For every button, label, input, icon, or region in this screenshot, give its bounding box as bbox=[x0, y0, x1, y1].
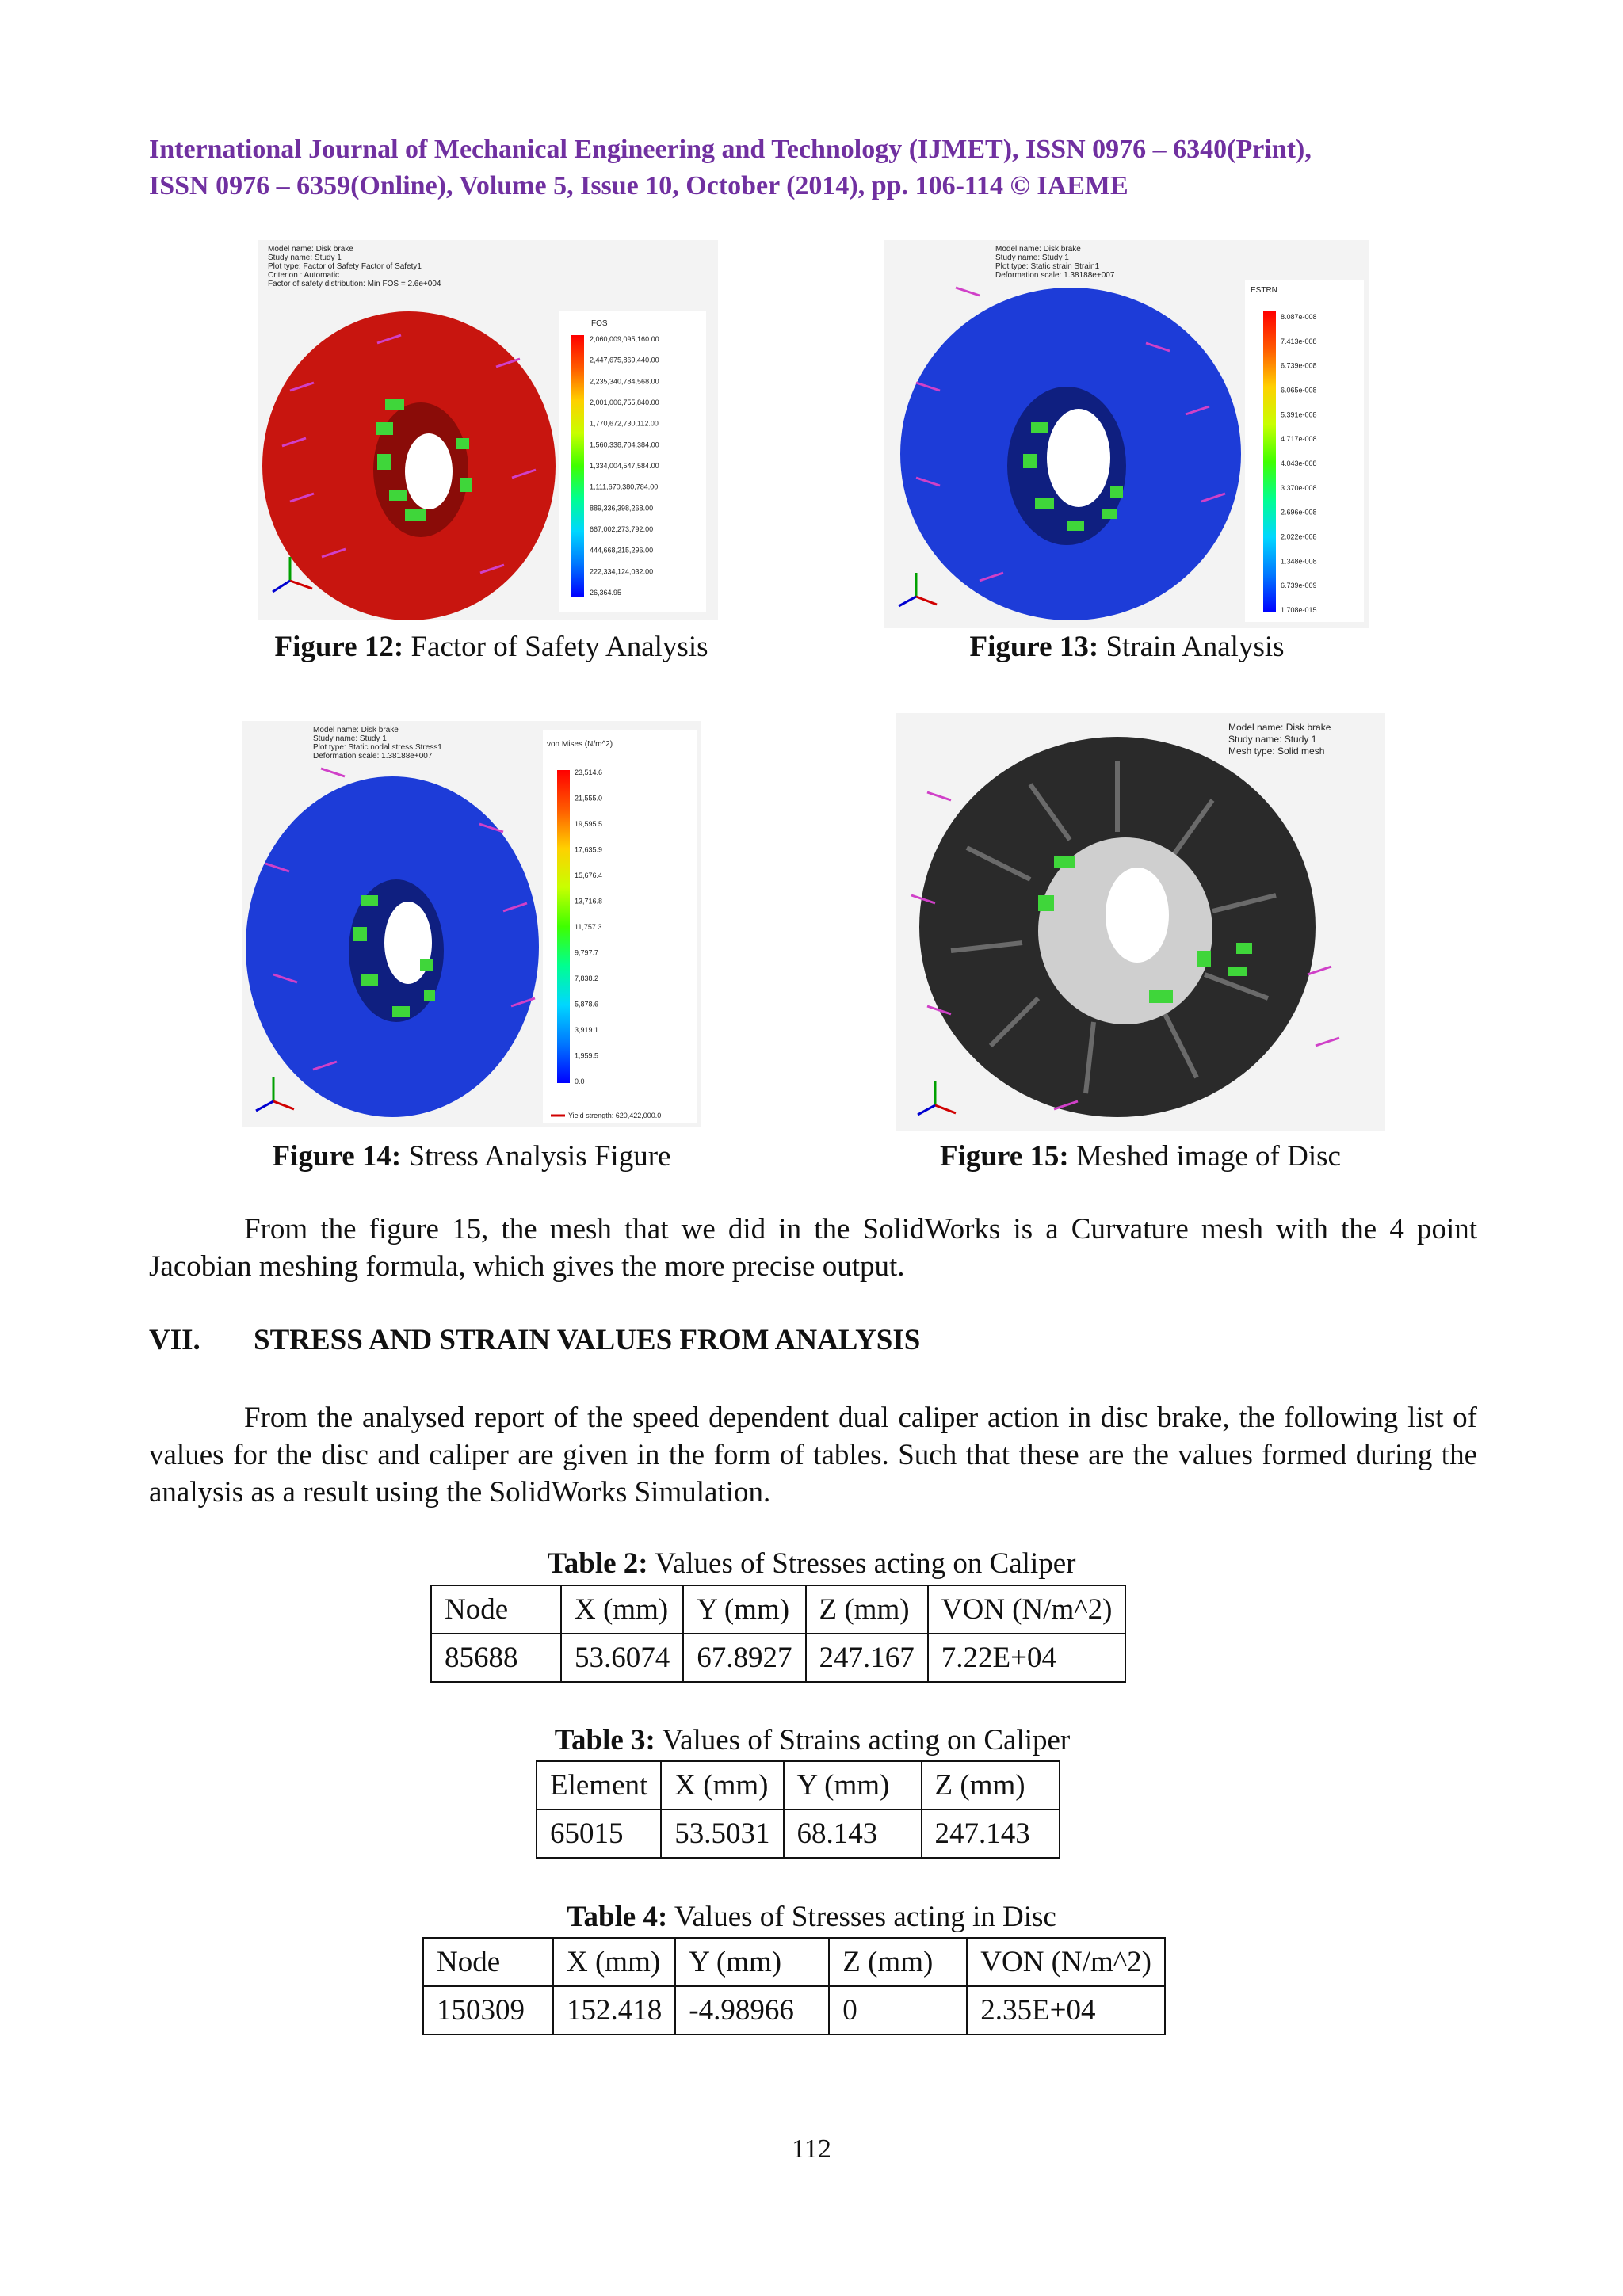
table-header-cell: Z (mm) bbox=[806, 1585, 928, 1634]
table-cell: 68.143 bbox=[784, 1810, 922, 1858]
legend-label: 8.087e-008 bbox=[1281, 313, 1317, 321]
figure-15-caption-text: Meshed image of Disc bbox=[1076, 1140, 1341, 1173]
table-cell: 65015 bbox=[537, 1810, 661, 1858]
legend-label: 2,001,006,755,840.00 bbox=[590, 399, 659, 406]
legend-label: 23,514.6 bbox=[575, 769, 603, 776]
table-cell: 7.22E+04 bbox=[928, 1634, 1126, 1682]
legend-label: 2.696e-008 bbox=[1281, 508, 1317, 517]
section-number: VII. bbox=[149, 1324, 200, 1356]
table-2-label: Table 2: bbox=[547, 1547, 648, 1580]
table-header-cell: X (mm) bbox=[553, 1938, 675, 1986]
table-cell: 150309 bbox=[423, 1986, 553, 2035]
metadata-line: Plot type: Static nodal stress Stress1 bbox=[313, 743, 442, 752]
metadata-line: Deformation scale: 1.38188e+007 bbox=[313, 752, 433, 761]
metadata-line: Model name: Disk brake bbox=[995, 245, 1081, 254]
table-cell: 67.8927 bbox=[683, 1634, 805, 1682]
table-header-cell: X (mm) bbox=[661, 1761, 783, 1810]
figure-13-render bbox=[884, 240, 1369, 628]
legend-label: 1,111,670,380,784.00 bbox=[590, 482, 659, 491]
metadata-line: Factor of safety distribution: Min FOS = 2.6e+004 bbox=[268, 280, 441, 288]
legend-label: 1,560,338,704,384.00 bbox=[590, 441, 659, 449]
metadata-line: Criterion : Automatic bbox=[268, 271, 340, 280]
table-cell: 152.418 bbox=[553, 1986, 675, 2035]
figure-15-caption bbox=[896, 1139, 1385, 1173]
legend-label: 1,770,672,730,112.00 bbox=[590, 419, 659, 428]
legend-label: 2,060,009,095,160.00 bbox=[590, 335, 659, 343]
table-4-label: Table 4: bbox=[567, 1901, 668, 1933]
legend-label: 1,959.5 bbox=[575, 1051, 599, 1060]
figure-14-caption bbox=[234, 1139, 709, 1173]
legend-label: 6.065e-008 bbox=[1281, 386, 1317, 395]
table-row bbox=[423, 1986, 1165, 2035]
table-header-cell: Node bbox=[431, 1585, 561, 1634]
metadata-line: Study name: Study 1 bbox=[313, 734, 387, 743]
legend-label: 444,668,215,296.00 bbox=[590, 546, 654, 555]
section-heading bbox=[149, 1323, 920, 1357]
figure-12-image bbox=[258, 240, 718, 620]
table-cell: 247.167 bbox=[806, 1634, 928, 1682]
figure-12-caption-text: Factor of Safety Analysis bbox=[411, 631, 708, 663]
table-cell: -4.98966 bbox=[675, 1986, 829, 2035]
table-cell: 0 bbox=[829, 1986, 967, 2035]
table-2 bbox=[430, 1585, 1126, 1683]
figure-13-caption bbox=[884, 630, 1369, 664]
legend-label: 2,235,340,784,568.00 bbox=[590, 377, 659, 386]
figure-13-label: Figure 13: bbox=[969, 631, 1099, 663]
legend-label: 2.022e-008 bbox=[1281, 532, 1317, 541]
disc-center-hole bbox=[384, 902, 432, 984]
legend-label: 4.717e-008 bbox=[1281, 435, 1317, 444]
metadata-line: Model name: Disk brake bbox=[268, 245, 353, 254]
table-2-caption bbox=[430, 1547, 1193, 1581]
table-4 bbox=[422, 1937, 1166, 2035]
section-title: STRESS AND STRAIN VALUES FROM ANALYSIS bbox=[254, 1324, 921, 1356]
journal-header bbox=[149, 132, 1480, 204]
legend-label: 7.413e-008 bbox=[1281, 337, 1317, 345]
figure-14-image bbox=[242, 721, 701, 1127]
table-3 bbox=[536, 1760, 1060, 1859]
legend-label: 6.739e-009 bbox=[1281, 582, 1317, 590]
figure-14-caption-text: Stress Analysis Figure bbox=[408, 1140, 671, 1173]
legend-label: 0.0 bbox=[575, 1077, 585, 1085]
legend-label: 1.348e-008 bbox=[1281, 557, 1317, 566]
disc-center-hole bbox=[1106, 868, 1169, 963]
table-header-cell: Z (mm) bbox=[922, 1761, 1060, 1810]
table-header-row bbox=[423, 1938, 1165, 1986]
metadata-line: Model name: Disk brake bbox=[313, 726, 399, 734]
table-header-cell: Y (mm) bbox=[675, 1938, 829, 1986]
legend-label: 17,635.9 bbox=[575, 845, 603, 854]
legend-label: 15,676.4 bbox=[575, 871, 603, 879]
legend-panel bbox=[1245, 280, 1364, 622]
figure-12-render bbox=[258, 240, 718, 620]
legend-label: 222,334,124,032.00 bbox=[590, 567, 654, 576]
legend-label: 6.739e-008 bbox=[1281, 361, 1317, 370]
table-header-cell: X (mm) bbox=[561, 1585, 683, 1634]
journal-header-line1: International Journal of Mechanical Engineering and Technology (IJMET), ISSN 0976 – 6340(Print), bbox=[149, 135, 1312, 164]
figure-15-metadata bbox=[1228, 722, 1331, 757]
legend-label: 13,716.8 bbox=[575, 897, 603, 906]
legend-label: 1,334,004,547,584.00 bbox=[590, 462, 659, 470]
table-cell: 53.5031 bbox=[661, 1810, 783, 1858]
legend-title: von Mises (N/m^2) bbox=[547, 740, 613, 749]
table-4-caption bbox=[422, 1900, 1201, 1934]
table-header-row bbox=[537, 1761, 1060, 1810]
metadata-line: Mesh type: Solid mesh bbox=[1228, 746, 1325, 757]
table-header-row bbox=[431, 1585, 1125, 1634]
table-3-label: Table 3: bbox=[554, 1724, 655, 1756]
table-cell: 53.6074 bbox=[561, 1634, 683, 1682]
paragraph-analysis-report: From the analysed report of the speed dependent dual caliper action in disc brake, the following list of values for the disc and caliper are given in the form of tables. Such that these are the values formed during the analysis as a result using the SolidWorks Simulation. bbox=[149, 1402, 1477, 1508]
legend-label: 3.370e-008 bbox=[1281, 483, 1317, 492]
legend-title: ESTRN bbox=[1251, 286, 1277, 295]
figure-14-render bbox=[242, 721, 701, 1127]
legend-label: 667,002,273,792.00 bbox=[590, 525, 654, 533]
page-number: 112 bbox=[792, 2134, 831, 2164]
yield-strength-note: Yield strength: 620,422,000.0 bbox=[568, 1112, 662, 1119]
figure-12-caption bbox=[246, 630, 737, 664]
metadata-line: Study name: Study 1 bbox=[995, 254, 1069, 262]
figure-14-label: Figure 14: bbox=[272, 1140, 402, 1173]
figure-13-image bbox=[884, 240, 1369, 628]
table-header-cell: Element bbox=[537, 1761, 661, 1810]
legend-colorbar bbox=[557, 770, 570, 1083]
legend-label: 5,878.6 bbox=[575, 1000, 599, 1009]
figure-13-caption-text: Strain Analysis bbox=[1106, 631, 1285, 663]
table-2-caption-text: Values of Stresses acting on Caliper bbox=[655, 1547, 1076, 1580]
legend-label: 4.043e-008 bbox=[1281, 460, 1317, 467]
metadata-line: Plot type: Static strain Strain1 bbox=[995, 262, 1100, 271]
table-header-cell: Node bbox=[423, 1938, 553, 1986]
table-3-caption bbox=[536, 1723, 1089, 1757]
metadata-line: Deformation scale: 1.38188e+007 bbox=[995, 271, 1115, 280]
figure-15-label: Figure 15: bbox=[940, 1140, 1069, 1173]
legend-label: 26,364.95 bbox=[590, 589, 622, 597]
table-cell: 85688 bbox=[431, 1634, 561, 1682]
figure-15-image bbox=[896, 713, 1385, 1131]
legend-label: 5.391e-008 bbox=[1281, 410, 1317, 419]
metadata-line: Model name: Disk brake bbox=[1228, 722, 1331, 733]
legend-label: 1.708e-015 bbox=[1281, 606, 1317, 614]
table-cell: 247.143 bbox=[922, 1810, 1060, 1858]
metadata-line: Study name: Study 1 bbox=[268, 254, 342, 262]
metadata-line: Study name: Study 1 bbox=[1228, 734, 1317, 745]
table-header-cell: Z (mm) bbox=[829, 1938, 967, 1986]
figure-15-render bbox=[896, 713, 1385, 1131]
table-header-cell: VON (N/m^2) bbox=[928, 1585, 1126, 1634]
journal-header-line2: ISSN 0976 – 6359(Online), Volume 5, Issue 10, October (2014), pp. 106-114 © IAEME bbox=[149, 171, 1128, 200]
legend-label: 2,447,675,869,440.00 bbox=[590, 356, 659, 364]
table-row bbox=[431, 1634, 1125, 1682]
table-header-cell: Y (mm) bbox=[683, 1585, 805, 1634]
legend-label: 889,336,398,268.00 bbox=[590, 504, 654, 513]
table-header-cell: VON (N/m^2) bbox=[967, 1938, 1165, 1986]
table-cell: 2.35E+04 bbox=[967, 1986, 1165, 2035]
disc-center-hole bbox=[405, 433, 453, 509]
legend-label: 11,757.3 bbox=[575, 923, 602, 931]
legend-label: 7,838.2 bbox=[575, 974, 599, 982]
legend-colorbar bbox=[571, 335, 584, 597]
legend-label: 9,797.7 bbox=[575, 948, 599, 957]
table-row bbox=[537, 1810, 1060, 1858]
legend-label: 21,555.0 bbox=[575, 794, 603, 803]
legend-title: FOS bbox=[591, 319, 608, 328]
disc-center-hole bbox=[1047, 409, 1110, 507]
table-4-caption-text: Values of Stresses acting in Disc bbox=[674, 1901, 1056, 1933]
legend-label: 3,919.1 bbox=[575, 1026, 599, 1034]
legend-label: 19,595.5 bbox=[575, 820, 603, 828]
metadata-line: Plot type: Factor of Safety Factor of Safety1 bbox=[268, 262, 422, 271]
legend-colorbar bbox=[1263, 311, 1276, 612]
table-3-caption-text: Values of Strains acting on Caliper bbox=[662, 1724, 1071, 1756]
paragraph-mesh-description: From the figure 15, the mesh that we did in the SolidWorks is a Curvature mesh with the 4 point Jacobian meshing formula, which gives the more precise output. bbox=[149, 1213, 1477, 1283]
figure-12-label: Figure 12: bbox=[274, 631, 404, 663]
table-header-cell: Y (mm) bbox=[784, 1761, 922, 1810]
